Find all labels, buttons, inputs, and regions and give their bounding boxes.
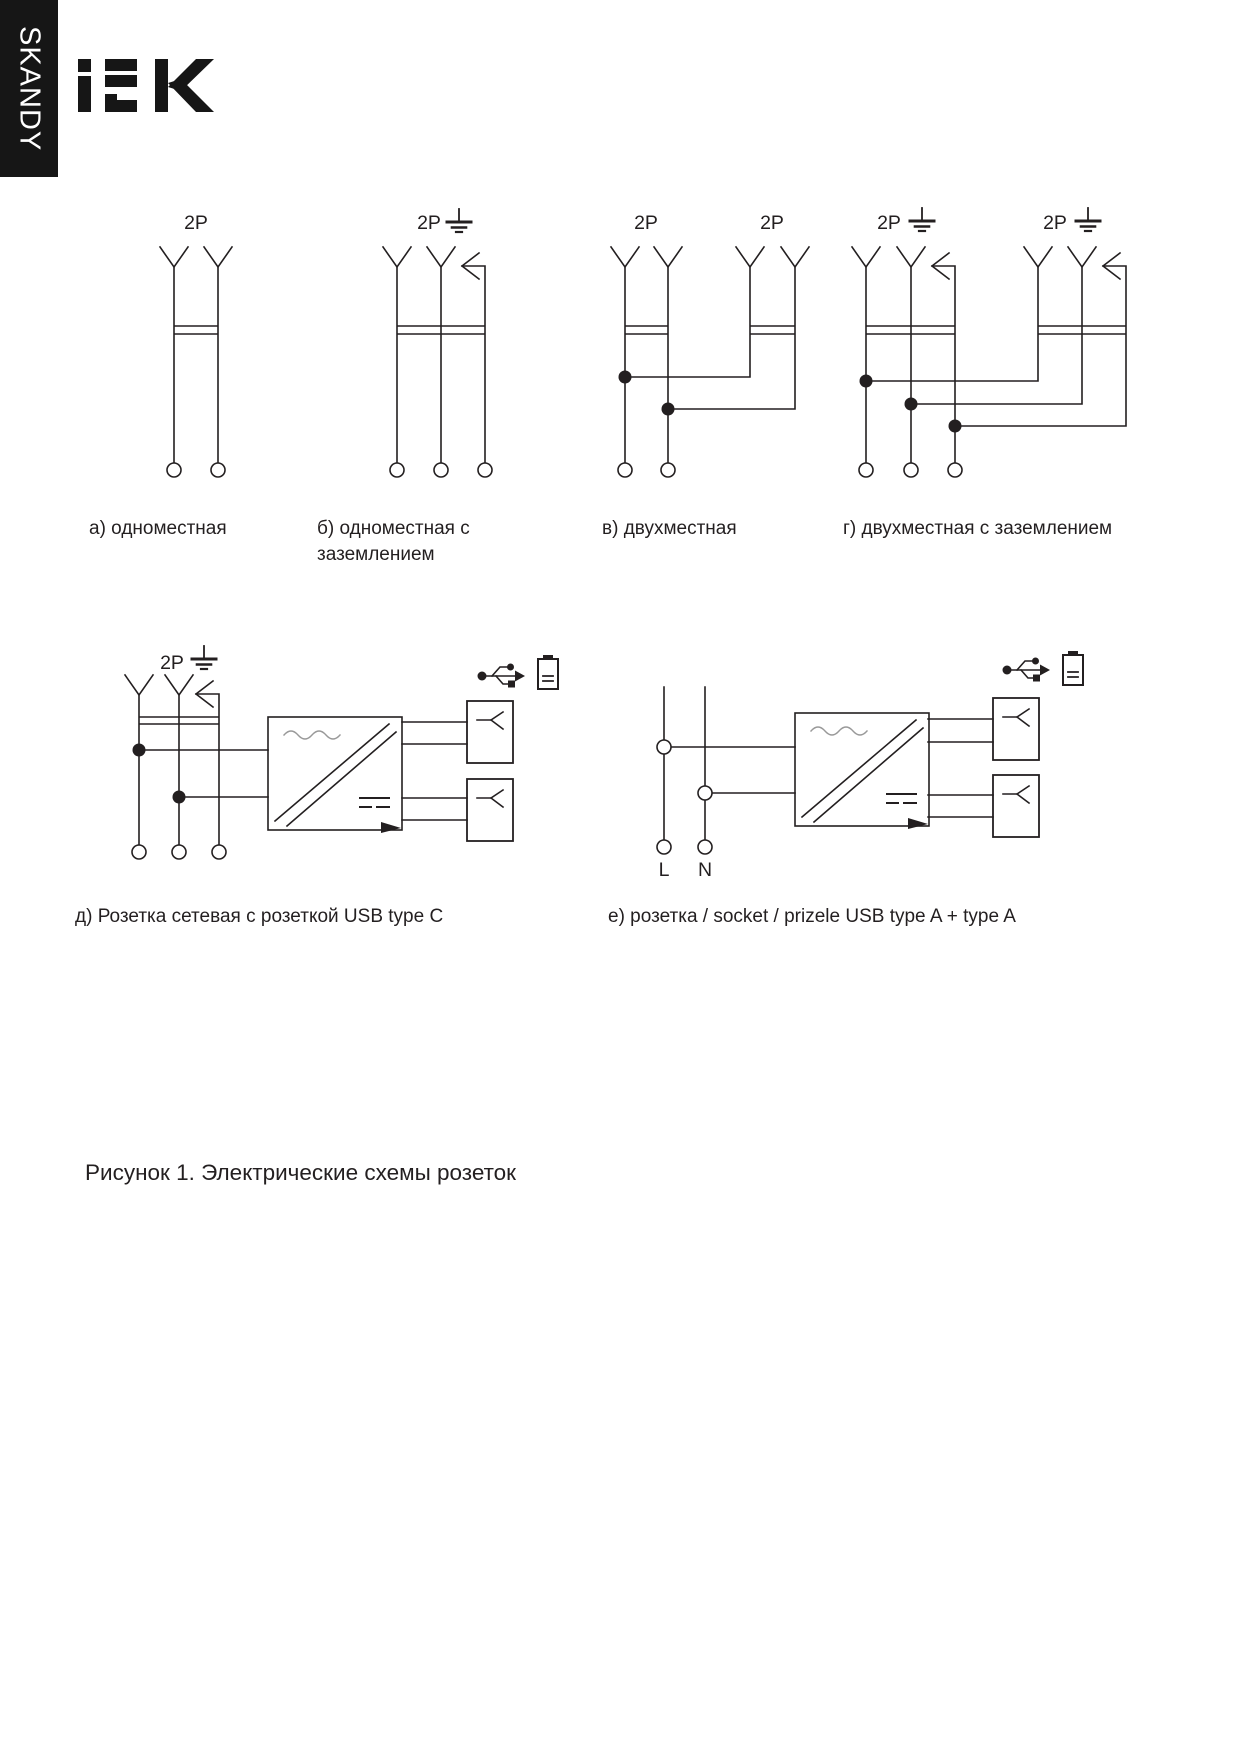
diagram-v-double — [611, 247, 809, 477]
diagram-d-socket-usb-c — [125, 646, 558, 859]
diagram-a-single — [160, 247, 232, 477]
label-neutral-n: N — [697, 859, 713, 881]
diagram-g-double-earthed — [852, 208, 1126, 477]
label-2p-g-left: 2P — [877, 212, 901, 234]
diagram-e-socket-usb-a — [657, 651, 1083, 854]
label-2p-v-left: 2P — [634, 212, 658, 234]
caption-g: г) двухместная с заземлением — [843, 518, 1113, 539]
label-2p-d: 2P — [160, 652, 184, 674]
caption-b-line2: заземлением — [317, 544, 435, 565]
caption-d: д) Розетка сетевая с розеткой USB type C — [75, 906, 444, 927]
figure-caption: Рисунок 1. Электрические схемы розеток — [85, 1160, 517, 1185]
caption-v: в) двухместная — [602, 518, 737, 539]
label-2p-v-right: 2P — [760, 212, 784, 234]
diagram-b-single-earthed — [383, 209, 492, 477]
label-2p-a: 2P — [184, 212, 208, 234]
caption-a: а) одноместная — [89, 518, 227, 539]
label-2p-b: 2P — [417, 212, 441, 234]
brand-label: SKANDY — [13, 25, 46, 152]
label-line-l: L — [658, 859, 670, 881]
caption-e: е) розетка / socket / prizele USB type A + type A — [608, 906, 1016, 927]
caption-b — [317, 516, 470, 568]
label-2p-g-right: 2P — [1043, 212, 1067, 234]
caption-b-line1: б) одноместная с — [317, 518, 470, 539]
